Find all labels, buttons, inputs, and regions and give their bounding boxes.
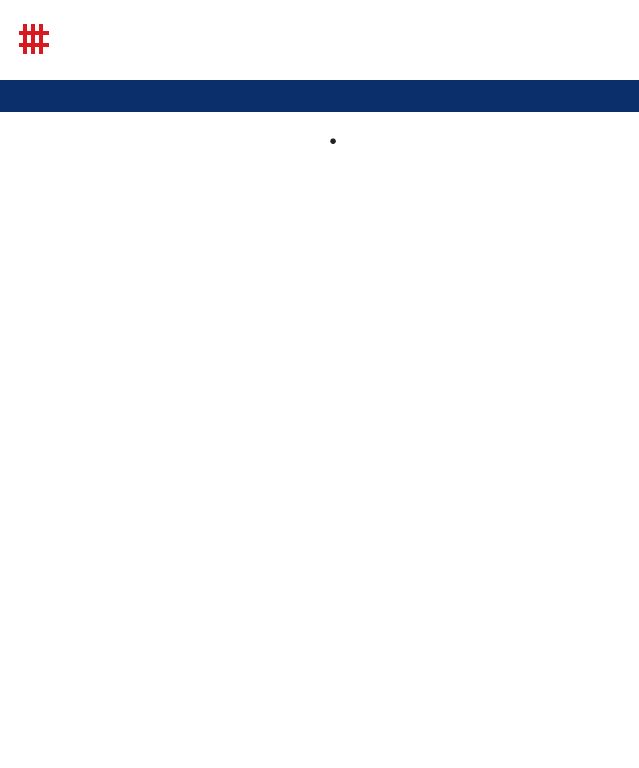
title-banner	[0, 80, 639, 112]
report-header	[0, 0, 639, 78]
economic-review	[330, 122, 615, 132]
market-tables	[28, 124, 316, 144]
uob-logo-icon	[18, 22, 52, 56]
